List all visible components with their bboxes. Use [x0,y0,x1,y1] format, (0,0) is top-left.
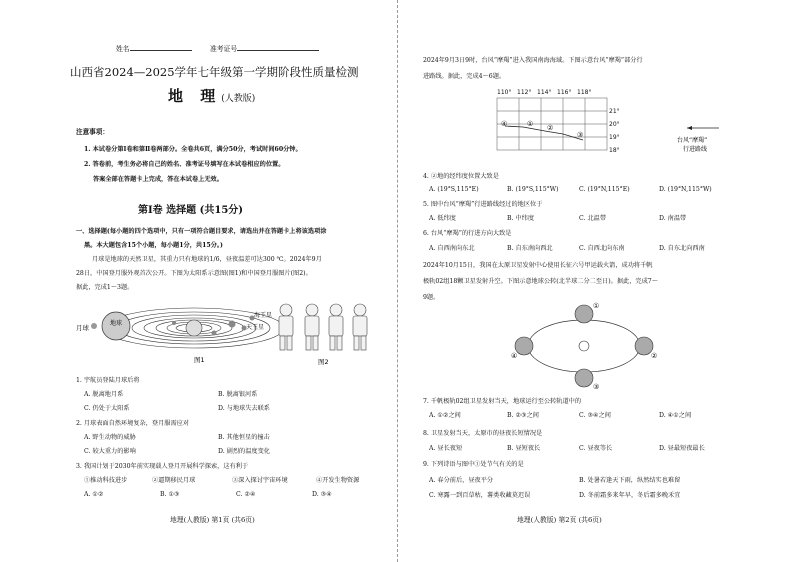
q3-stem: 3. 我国计划于2030年前实现载人登月开展科学探索，这有利于 [76,463,249,470]
orbit-point-1: ① [593,302,600,310]
q9-option-c[interactable]: C. 寒露一到百草枯，薯类收藏莫迟误 [429,492,531,499]
q2-option-b[interactable]: B. 其他恒星的撞击 [218,434,270,441]
q5-option-c[interactable]: C. 北温带 [579,215,607,222]
name-label: 姓名 [116,44,192,54]
q5-stem: 5. 图中台风“摩羯”行进路线经过的地区位于 [423,201,543,208]
q9-option-d[interactable]: D. 冬前霜多来年早，冬后霜多晚禾宜 [579,492,681,499]
q5-option-d[interactable]: D. 南温带 [659,215,687,222]
q3-option-b[interactable]: B. ①③ [160,491,180,498]
spacesuit-figure [272,300,376,368]
footer-page-1: 地理(人教版) 第1页 (共6页) [170,516,255,524]
q3-option-c[interactable]: C. ②④ [236,491,256,498]
q2-option-c[interactable]: C. 较大重力的影响 [84,448,136,455]
q9-option-b[interactable]: B. 处暑若逢天下雨，纵然结实也难留 [579,477,681,484]
q1-option-b[interactable]: B. 脱离银河系 [218,391,258,398]
fig1-caption: 图1 [194,356,205,364]
q6-option-c[interactable]: C. 自西北向东南 [579,245,625,252]
svg-text:19°: 19° [609,134,620,141]
q9-stem: 9. 下列诗语与图中①处节气有关的是 [423,461,524,468]
passage3-line3: 9题。 [423,294,440,301]
earth-orbit-figure [509,298,659,390]
q4-stem: 4. ②地的经纬度位置大致是 [423,173,499,180]
q9-option-a[interactable]: A. 春分前后，昼夜平分 [429,477,494,484]
svg-text:116°: 116° [557,89,572,96]
earth-top [575,305,593,323]
q3-option-a[interactable]: A. ①② [84,491,104,498]
typhoon-map [487,86,737,164]
q5-option-a[interactable]: A. 低纬度 [429,215,456,222]
svg-text:21°: 21° [609,108,620,115]
neptune-label: 海王星 [254,312,273,319]
q7-stem: 7. 千帆极轨02组卫星发射当天，地球运行至公转轨道中的 [423,398,582,405]
point-3: ③ [577,131,584,139]
legend-label: 台风“摩羯” [677,137,708,144]
section-instr-1: 一、选择题(每小题的四个选项中，只有一项符合题目要求，请选出并在答题卡上将该选项涂 [76,228,327,235]
passage1-line1: 月球是地球的天然卫星，其重力只有地球的1/6，昼夜温差可达300 ℃。2024年9月 [92,256,322,263]
q4-option-d[interactable]: D. (19°N,115°W) [659,186,712,193]
moon-circle [91,323,97,329]
svg-text:110°: 110° [497,89,512,96]
q7-option-c[interactable]: C. ③④之间 [579,412,611,419]
q4-option-a[interactable]: A. (19°S,115°E) [429,186,479,193]
exam-title: 山西省2024—2025学年七年级第一学期阶段性质量检测 [70,65,359,79]
passage2-line1: 2024年9月3日9时，台风“摩羯”进入我国南海海域。下图示意台风“摩羯”部分行 [423,57,643,64]
q5-option-b[interactable]: B. 中纬度 [507,215,535,222]
lon-labels [497,89,591,96]
q8-option-c[interactable]: C. 昼夜等长 [579,445,613,452]
earth-left [515,337,533,355]
page-2 [397,0,794,562]
section-1-title: 第Ⅰ卷 选择题 (共15分) [138,205,244,216]
earth-bottom [575,369,593,387]
legend-label-2: 行进路线 [683,146,708,153]
point-2: ② [547,124,554,132]
notice-item-3: 答案全部在答题卡上完成，答在本试卷上无效。 [93,176,223,183]
typhoon-track [505,126,583,140]
svg-text:18°: 18° [609,147,620,154]
q7-option-a[interactable]: A. ①②之间 [429,412,461,419]
q8-option-b[interactable]: B. 昼短夜长 [507,445,541,452]
sun-icon [579,341,589,351]
q2-option-a[interactable]: A. 野生动物的威胁 [84,434,136,441]
notice-item-2: 2. 答卷前，考生务必将自己的姓名、准考证号填写在本试卷相应的位置。 [84,161,285,168]
q4-option-c[interactable]: C. (19°N,115°E) [579,186,630,193]
q2-option-d[interactable]: D. 剧烈的温度变化 [218,448,270,455]
svg-text:112°: 112° [517,89,532,96]
q4-option-b[interactable]: B. (19°S,115°W) [507,186,559,193]
svg-text:114°: 114° [537,89,552,96]
passage2-line2: 进路线。据此，完成4～6题。 [423,73,506,80]
point-1: ① [527,120,534,128]
earth-label: 地球 [110,320,123,327]
uranus-label: 天王星 [246,324,265,331]
footer-page-2: 地理(人教版) 第2页 (共6页) [517,516,602,524]
moon-label: 月球 [76,324,89,332]
notice-title: 注意事项： [76,128,109,136]
orbit-point-2: ② [651,352,658,360]
q1-stem: 1. 宇航员登陆月球后将 [76,377,140,384]
point-4: ④ [501,120,508,128]
q6-stem: 6. 台风“摩羯”的行进方向大致是 [423,230,512,237]
solar-system-figure [74,298,273,368]
subject-title: 地 理(人教版) [168,87,256,105]
ticket-label: 准考证号 [210,44,319,54]
orbit-point-3: ③ [593,383,600,391]
sun [186,320,202,336]
passage1-line3: 据此，完成1～3题。 [76,284,134,291]
q7-option-d[interactable]: D. ④①之间 [659,412,692,419]
orbit-point-4: ④ [511,352,518,360]
q8-option-a[interactable]: A. 昼长夜短 [429,445,463,452]
lat-labels [609,108,620,154]
q3-item-1: ①推动科技进步 [84,477,128,484]
q1-option-d[interactable]: D. 与地球失去联系 [218,405,270,412]
section-instr-2: 黑。本大题包含15个小题，每小题1分，共15分。) [84,242,223,249]
q1-option-a[interactable]: A. 脱离地月系 [84,391,124,398]
q3-option-d[interactable]: D. ③④ [312,491,332,498]
q6-option-a[interactable]: A. 自西南向东北 [429,245,475,252]
svg-text:118°: 118° [577,89,592,96]
passage3-line1: 2024年10月15日，我国在太原卫星发射中心使用长征六号甲运载火箭，成功将千帆 [423,262,653,269]
q3-item-2: ②逼期移民月球 [152,477,196,484]
notice-item-1: 1. 本试卷分第Ⅰ卷和第Ⅱ卷两部分。全卷共6页，满分50分，考试时间60分钟。 [84,146,302,153]
passage3-line2: 极轨02组18颗卫星发射升空。下图示意地球公转(北半球二分二至日)。据此，完成7～ [423,278,658,285]
q7-option-b[interactable]: B. ②③之间 [507,412,539,419]
q3-item-4: ④开发生物资源 [316,477,360,484]
passage1-line2: 28日，中国登月服外观首次公开。下图为太阳系示意图(图1)和中国登月服图片(图2)。 [76,270,312,277]
q2-stem: 2. 月球表面自然环境复杂，登月服需应对 [76,420,190,427]
svg-text:20°: 20° [609,121,620,128]
q8-option-d[interactable]: D. 昼最短夜最长 [659,445,705,452]
q6-option-b[interactable]: B. 自东南向西北 [507,245,553,252]
fig2-caption: 图2 [318,358,329,366]
q8-stem: 8. 卫星发射当天，太原市的昼夜长短情况是 [423,430,543,437]
q3-item-3: ③深入探讨宇宙环境 [232,477,288,484]
q1-option-c[interactable]: C. 仍处于太阳系 [84,405,130,412]
q6-option-d[interactable]: D. 自东北向西南 [659,245,705,252]
